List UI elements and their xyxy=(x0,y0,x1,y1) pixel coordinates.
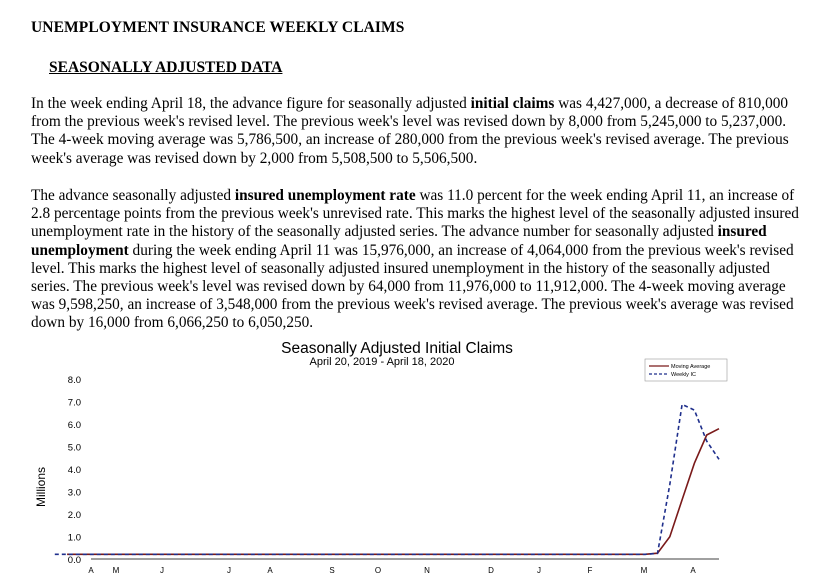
x-tick-label: A xyxy=(267,566,273,575)
text-run: In the week ending April 18, the advance figure for seasonally adjusted xyxy=(31,95,471,112)
x-axis-ticks xyxy=(88,566,696,575)
x-tick-label: O xyxy=(374,566,382,575)
x-tick-label: S xyxy=(329,566,335,575)
y-axis-label: Millions xyxy=(34,466,48,508)
y-tick-label: 8.0 xyxy=(67,375,81,386)
chart-title: Seasonally Adjusted Initial Claims xyxy=(281,340,513,357)
y-tick-label: 6.0 xyxy=(67,420,81,431)
legend-label: Weekly IC xyxy=(671,372,696,378)
chart-subtitle: April 20, 2019 - April 18, 2020 xyxy=(309,356,455,368)
x-tick-label: J xyxy=(227,566,231,575)
initial-claims-chart xyxy=(0,332,824,586)
chart-series xyxy=(55,404,719,554)
x-tick-label: A xyxy=(88,566,94,575)
x-tick-label: J xyxy=(160,566,164,575)
y-tick-label: 5.0 xyxy=(67,442,81,454)
x-tick-label: F xyxy=(587,566,593,575)
chart-legend xyxy=(645,359,727,381)
x-tick-label: M xyxy=(640,566,648,575)
chart-container xyxy=(0,332,824,586)
bold-term: initial claims xyxy=(470,95,555,112)
text-run: during the week ending April 11 was 15,976,000, an increase of 4,064,000 from the previous week's revised level. This marks the highest level of seasonally adjusted insured unemployment in the history of the seasonally adjusted series. The previous week's level was revised down by 64,000 from 11,976,000 to 11,912,000. The 4-week moving average was 9,598,250, an increase of 3,548,000 from the previous week's revised average. The previous week's average was revised down by 16,000 from 6,066,250 to 6,050,250. xyxy=(31,241,794,332)
text-run: The advance seasonally adjusted xyxy=(31,187,235,204)
x-tick-label: D xyxy=(488,566,494,575)
x-tick-label: N xyxy=(424,566,430,575)
y-tick-label: 1.0 xyxy=(67,532,81,544)
x-tick-label: J xyxy=(537,566,541,575)
initial-claims-paragraph xyxy=(31,95,801,168)
y-tick-label: 7.0 xyxy=(67,397,81,409)
y-axis-ticks xyxy=(68,375,81,566)
x-tick-label: M xyxy=(112,566,120,575)
document-subtitle: SEASONALLY ADJUSTED DATA xyxy=(49,59,283,76)
insured-unemployment-paragraph xyxy=(31,187,801,333)
weekly-ic-line xyxy=(55,404,719,554)
bold-term: insured unemployment xyxy=(31,223,767,259)
text-run: was 4,427,000, a decrease of 810,000 from the previous week's revised level. The previous week's level was revised down by 8,000 from 5,245,000 to 5,237,000. The 4-week moving average was 5,786,500, an increase of 280,000 from the previous week's revised average. The previous week's average was revised down by 2,000 from 5,508,500 to 5,506,500. xyxy=(31,95,789,167)
legend-label: Moving Average xyxy=(671,364,711,370)
y-tick-label: 4.0 xyxy=(67,465,81,476)
y-tick-label: 3.0 xyxy=(67,487,81,499)
x-tick-label: A xyxy=(690,566,696,575)
bold-term: insured unemployment rate xyxy=(234,187,416,204)
y-tick-label: 2.0 xyxy=(67,510,81,521)
moving-average-line xyxy=(67,429,719,555)
document-title: UNEMPLOYMENT INSURANCE WEEKLY CLAIMS xyxy=(31,19,405,36)
y-tick-label: 0.0 xyxy=(67,555,81,566)
text-run: was 11.0 percent for the week ending April 11, an increase of 2.8 percentage points from the previous week's unrevised rate. This marks the highest level of the seasonally adjusted insured unemployment rate in the history of the seasonally adjusted series. The advance number for seasonally adjusted xyxy=(31,187,799,241)
